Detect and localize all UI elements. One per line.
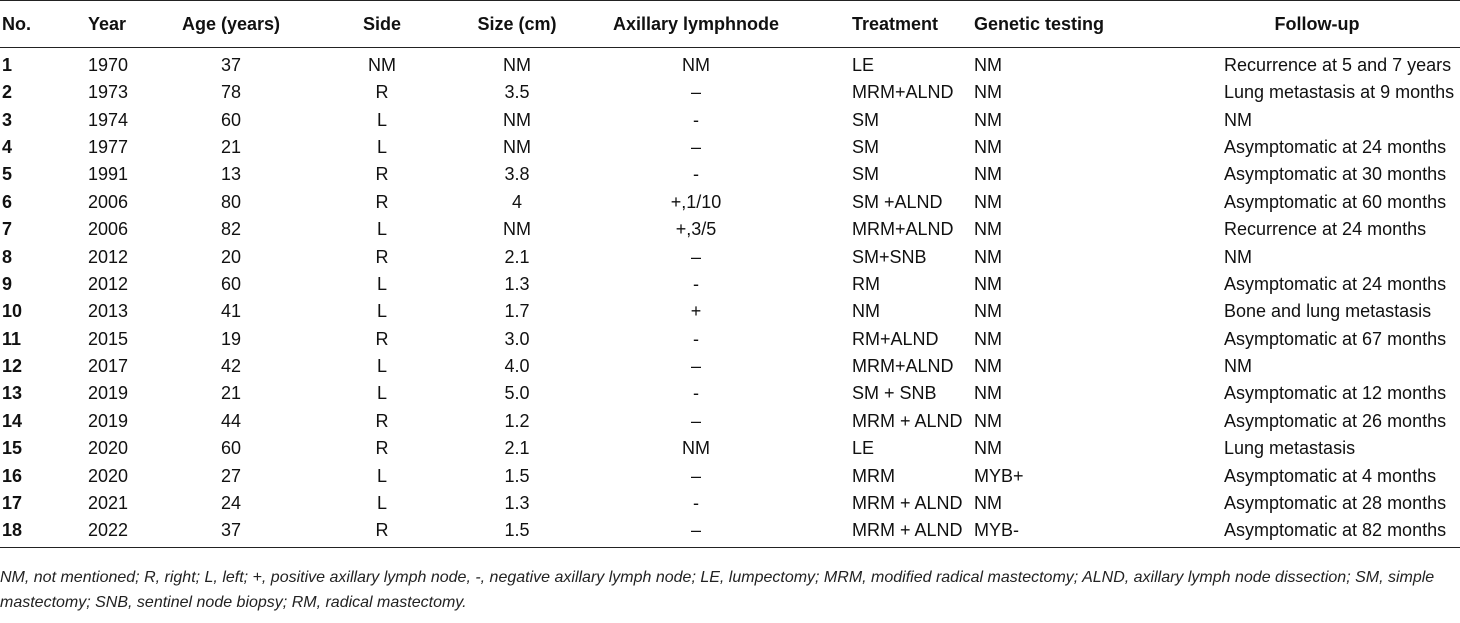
cell-side: L xyxy=(376,273,387,294)
table-row xyxy=(0,408,1460,435)
cell-side: R xyxy=(375,191,389,212)
header-genetic-testing: Genetic testing xyxy=(974,1,1174,48)
cell-follow-up: Bone and lung metastasis xyxy=(1224,301,1432,322)
cell-treatment: SM + SNB xyxy=(852,383,937,404)
cell-follow-up: Asymptomatic at 60 months xyxy=(1224,191,1447,212)
cell-no: 7 xyxy=(2,219,13,240)
cell-axillary-lymphnode: - xyxy=(693,273,699,294)
cell-age: 27 xyxy=(220,465,242,486)
header-year: Year xyxy=(58,1,146,48)
cell-no: 12 xyxy=(2,356,23,377)
cell-treatment: SM+SNB xyxy=(852,246,927,267)
table-row xyxy=(0,134,1460,161)
cell-size: 1.3 xyxy=(504,273,530,294)
cell-follow-up: NM xyxy=(1224,109,1252,130)
cell-follow-up: Asymptomatic at 26 months xyxy=(1224,410,1447,431)
cell-axillary-lymphnode: + xyxy=(690,301,702,322)
cell-size: 3.5 xyxy=(504,82,530,103)
cell-age: 37 xyxy=(220,55,242,75)
table-row xyxy=(0,517,1460,548)
cell-genetic-testing: NM xyxy=(974,219,1002,240)
table-row xyxy=(0,490,1460,517)
table-footnote: NM, not mentioned; R, right; L, left; +, positive axillary lymph node, -, negative axillary lymph node; LE, lumpectomy; MRM, modified radical mastectomy; ALND, axillary lymph node dissection; SM, simple mastectomy; SNB, sentinel node biopsy; RM, radical mastectomy. xyxy=(0,569,1435,611)
cell-treatment: SM xyxy=(852,136,879,157)
cell-follow-up: Asymptomatic at 67 months xyxy=(1224,328,1447,349)
cell-side: R xyxy=(375,246,389,267)
cell-age: 60 xyxy=(220,273,242,294)
cell-axillary-lymphnode: +,1/10 xyxy=(670,191,722,212)
cell-size: 1.5 xyxy=(504,465,530,486)
cell-side: R xyxy=(375,438,389,459)
cell-year: 2017 xyxy=(88,356,129,377)
cell-side: R xyxy=(375,164,389,185)
header-axillary-lymphnode: Axillary lymphnode xyxy=(586,1,806,48)
cell-follow-up: Asymptomatic at 82 months xyxy=(1174,517,1460,548)
cell-follow-up: NM xyxy=(1224,246,1252,267)
cell-axillary-lymphnode: - xyxy=(693,383,699,404)
cell-size: 1.7 xyxy=(504,301,530,322)
cell-genetic-testing: NM xyxy=(974,136,1002,157)
cell-axillary-lymphnode: – xyxy=(690,246,701,267)
cell-axillary-lymphnode: – xyxy=(586,517,806,548)
cell-side: L xyxy=(376,136,387,157)
cell-axillary-lymphnode: – xyxy=(690,82,701,103)
cell-side: L xyxy=(376,301,387,322)
cell-genetic-testing: NM xyxy=(974,273,1002,294)
cell-side: L xyxy=(376,356,387,377)
cell-treatment: MRM + ALND xyxy=(806,517,974,548)
cell-size: 1.2 xyxy=(504,410,530,431)
cell-age: 19 xyxy=(220,328,242,349)
cell-side: L xyxy=(376,493,387,514)
cell-year: 2022 xyxy=(58,517,146,548)
cell-side: R xyxy=(375,328,389,349)
cell-treatment: SM xyxy=(852,109,879,130)
cell-axillary-lymphnode: - xyxy=(693,164,699,185)
header-size: Size (cm) xyxy=(448,1,586,48)
table-row xyxy=(0,298,1460,325)
cell-size: NM xyxy=(503,55,531,75)
cell-side: NM xyxy=(368,55,396,75)
cell-age: 78 xyxy=(220,82,242,103)
cell-size: 5.0 xyxy=(504,383,530,404)
header-no: No. xyxy=(0,1,58,48)
table-row xyxy=(0,106,1460,133)
cell-year: 1991 xyxy=(88,164,129,185)
cell-treatment: LE xyxy=(852,55,875,75)
cell-follow-up: Recurrence at 5 and 7 years xyxy=(1224,55,1452,75)
cell-no: 1 xyxy=(2,55,13,75)
cell-no: 6 xyxy=(2,191,13,212)
cell-size: 1.3 xyxy=(504,493,530,514)
cell-follow-up: NM xyxy=(1224,356,1252,377)
table-row xyxy=(0,271,1460,298)
cell-genetic-testing: MYB- xyxy=(974,517,1174,548)
cell-genetic-testing: NM xyxy=(974,383,1002,404)
cell-age: 37 xyxy=(146,517,316,548)
cell-treatment: MRM xyxy=(852,465,895,486)
cell-age: 41 xyxy=(220,301,242,322)
cell-side: R xyxy=(375,82,389,103)
cell-year: 1970 xyxy=(88,55,129,75)
cell-age: 42 xyxy=(220,356,242,377)
cell-genetic-testing: NM xyxy=(974,493,1002,514)
cell-axillary-lymphnode: – xyxy=(690,410,701,431)
cell-side: L xyxy=(376,465,387,486)
cell-no: 14 xyxy=(2,410,23,431)
cell-age: 80 xyxy=(220,191,242,212)
cell-axillary-lymphnode: - xyxy=(693,493,699,514)
cell-treatment: MRM+ALND xyxy=(852,82,954,103)
cell-year: 2020 xyxy=(88,438,129,459)
table-row xyxy=(0,189,1460,216)
cell-treatment: RM xyxy=(852,273,880,294)
cell-size: 3.0 xyxy=(504,328,530,349)
cell-axillary-lymphnode: NM xyxy=(682,55,710,75)
table-row xyxy=(0,48,1460,80)
cell-year: 2020 xyxy=(88,465,129,486)
cell-follow-up: Recurrence at 24 months xyxy=(1224,219,1427,240)
cell-size: NM xyxy=(503,136,531,157)
cell-no: 11 xyxy=(2,328,22,349)
cell-no: 2 xyxy=(2,82,13,103)
cell-treatment: LE xyxy=(852,438,875,459)
cell-age: 20 xyxy=(220,246,242,267)
cell-year: 2012 xyxy=(88,273,129,294)
cell-no: 10 xyxy=(2,301,23,322)
cell-age: 44 xyxy=(220,410,242,431)
cell-size: NM xyxy=(503,109,531,130)
cell-side: R xyxy=(375,410,389,431)
table-row xyxy=(0,462,1460,489)
cell-age: 60 xyxy=(220,438,242,459)
cell-no: 4 xyxy=(2,136,13,157)
cell-age: 21 xyxy=(220,136,242,157)
cell-size: 2.1 xyxy=(504,246,530,267)
cell-age: 21 xyxy=(220,383,242,404)
cell-age: 60 xyxy=(220,109,242,130)
cell-size: 3.8 xyxy=(504,164,530,185)
cell-genetic-testing: NM xyxy=(974,438,1002,459)
table-row xyxy=(0,380,1460,407)
cell-side: L xyxy=(376,219,387,240)
header-treatment: Treatment xyxy=(806,1,974,48)
cell-genetic-testing: NM xyxy=(974,164,1002,185)
cell-treatment: MRM+ALND xyxy=(852,219,954,240)
cell-no: 13 xyxy=(2,383,23,404)
table-row xyxy=(0,161,1460,188)
cell-year: 2013 xyxy=(88,301,129,322)
cell-axillary-lymphnode: – xyxy=(690,136,701,157)
cell-axillary-lymphnode: +,3/5 xyxy=(675,219,717,240)
cell-no: 9 xyxy=(2,273,13,294)
cell-size: 1.5 xyxy=(448,517,586,548)
table-row xyxy=(0,353,1460,380)
cell-no: 5 xyxy=(2,164,13,185)
cell-axillary-lymphnode: - xyxy=(693,328,699,349)
cell-year: 2015 xyxy=(88,328,129,349)
cell-treatment: MRM + ALND xyxy=(852,410,963,431)
table-row xyxy=(0,216,1460,243)
cell-age: 24 xyxy=(220,493,242,514)
cell-year: 2021 xyxy=(88,493,129,514)
table-row xyxy=(0,326,1460,353)
cell-genetic-testing: MYB+ xyxy=(974,465,1024,486)
cell-genetic-testing: NM xyxy=(974,246,1002,267)
header-side: Side xyxy=(316,1,448,48)
cell-size: 4.0 xyxy=(504,356,530,377)
cell-year: 1973 xyxy=(88,82,129,103)
cell-follow-up: Asymptomatic at 24 months xyxy=(1224,273,1447,294)
cell-follow-up: Asymptomatic at 4 months xyxy=(1224,465,1437,486)
cell-follow-up: Lung metastasis at 9 months xyxy=(1224,82,1455,103)
header-row xyxy=(0,1,1460,48)
cell-treatment: SM xyxy=(852,164,879,185)
cell-age: 82 xyxy=(220,219,242,240)
cell-treatment: MRM+ALND xyxy=(852,356,954,377)
cell-year: 1977 xyxy=(88,136,129,157)
cell-size: 4 xyxy=(511,191,522,212)
table-row xyxy=(0,79,1460,106)
cell-genetic-testing: NM xyxy=(974,410,1002,431)
cell-treatment: RM+ALND xyxy=(852,328,939,349)
cell-no: 8 xyxy=(2,246,13,267)
cell-size: NM xyxy=(503,219,531,240)
cell-size: 2.1 xyxy=(504,438,530,459)
cell-year: 2019 xyxy=(88,410,129,431)
cell-genetic-testing: NM xyxy=(974,328,1002,349)
cell-side: L xyxy=(376,109,387,130)
cell-follow-up: Asymptomatic at 12 months xyxy=(1224,383,1447,404)
cell-genetic-testing: NM xyxy=(974,55,1002,75)
cell-year: 1974 xyxy=(88,109,129,130)
cell-follow-up: Lung metastasis xyxy=(1224,438,1356,459)
cell-no: 3 xyxy=(2,109,13,130)
cell-age: 13 xyxy=(220,164,242,185)
cell-no: 16 xyxy=(2,465,23,486)
cell-axillary-lymphnode: – xyxy=(690,465,701,486)
cell-genetic-testing: NM xyxy=(974,356,1002,377)
cell-axillary-lymphnode: NM xyxy=(682,438,710,459)
cell-side: L xyxy=(376,383,387,404)
cell-genetic-testing: NM xyxy=(974,301,1002,322)
cell-genetic-testing: NM xyxy=(974,191,1002,212)
cell-follow-up: Asymptomatic at 24 months xyxy=(1224,136,1447,157)
cell-no: 17 xyxy=(2,493,23,514)
table-row xyxy=(0,435,1460,462)
cell-genetic-testing: NM xyxy=(974,82,1002,103)
cell-axillary-lymphnode: – xyxy=(690,356,701,377)
cell-axillary-lymphnode: - xyxy=(693,109,699,130)
cell-no: 15 xyxy=(2,438,23,459)
cell-year: 2012 xyxy=(88,246,129,267)
cell-treatment: NM xyxy=(852,301,880,322)
cell-treatment: SM +ALND xyxy=(852,191,943,212)
header-age: Age (years) xyxy=(146,1,316,48)
cell-no: 18 xyxy=(0,517,58,548)
cell-year: 2006 xyxy=(88,219,129,240)
cell-follow-up: Asymptomatic at 30 months xyxy=(1224,164,1447,185)
cell-year: 2019 xyxy=(88,383,129,404)
cell-follow-up: Asymptomatic at 28 months xyxy=(1224,493,1447,514)
table-row xyxy=(0,243,1460,270)
cell-treatment: MRM + ALND xyxy=(852,493,963,514)
table-body xyxy=(0,48,1460,548)
cell-side: R xyxy=(316,517,448,548)
cell-year: 2006 xyxy=(88,191,129,212)
cell-genetic-testing: NM xyxy=(974,109,1002,130)
header-follow-up: Follow-up xyxy=(1174,1,1460,48)
